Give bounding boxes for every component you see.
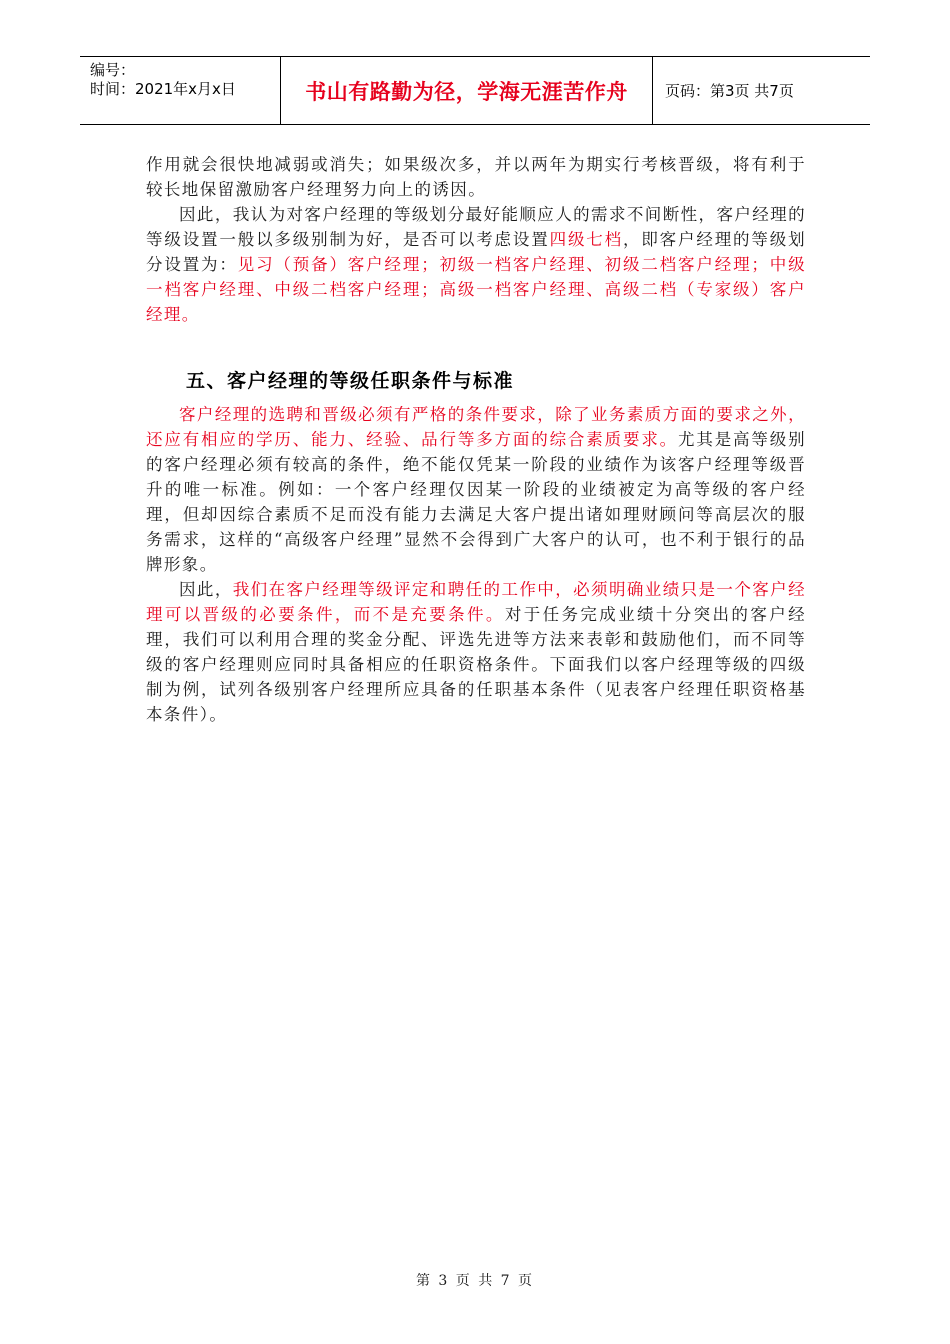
paragraph-continued: [146, 152, 806, 202]
highlight-text: 见习（预备）客户经理；初级一档客户经理、初级二档客户经理；中级一档客户经理、中级二档客户经理；高级一档客户经理、高级二档（专家级）客户经理。: [146, 255, 807, 324]
body-section-five: [146, 402, 806, 727]
paragraph-requirements: [146, 402, 806, 577]
header-meta-cell: [80, 57, 281, 124]
paragraph-text: 对于任务完成业绩十分突出的客户经理，我们可以利用合理的奖金分配、评选先进等方法来表彰和鼓励他们，而不同等级的客户经理则应同时具备相应的任职资格条件。下面我们以客户经理等级的四级制为例，试列各级别客户经理所应具备的任职基本条件（见表客户经理任职资格基本条件）。: [146, 605, 806, 724]
page-info-text: 页码：第3页 共7页: [665, 82, 794, 100]
date-label: 时间：2021年x月x日: [90, 80, 236, 98]
header-motto-cell: [281, 57, 653, 124]
paragraph-text: 尤其是高等级别的客户经理必须有较高的条件，绝不能仅凭某一阶段的业绩作为该客户经理等级晋升的唯一标准。例如：一个客户经理仅因某一阶段的业绩被定为高等级的客户经理，但却因综合素质不足而没有能力去满足大客户提出诸如理财顾问等高层次的服务需求，这样的“高级客户经理”显然不会得到广大客户的认可，也不利于银行的品牌形象。: [146, 430, 806, 574]
paragraph-text: 因此，: [179, 580, 233, 599]
body-section-continued: [146, 152, 806, 327]
highlight-text: 四级七档: [549, 230, 623, 249]
paragraph-text: ，即客户经理的等级划分设置为：: [146, 230, 806, 274]
motto-text: 书山有路勤为径，学海无涯苦作舟: [305, 79, 628, 104]
page-footer: [0, 1270, 950, 1290]
paragraph-conclusion: [146, 577, 806, 727]
section-heading: 五、客户经理的等级任职条件与标准: [186, 370, 515, 392]
footer-page-number: 第 3 页 共 7 页: [415, 1273, 535, 1289]
paragraph-text: 作用就会很快地减弱或消失；如果级次多，并以两年为期实行考核晋级，将有利于较长地保留激励客户经理努力向上的诱因。: [146, 155, 806, 199]
paragraph-text: 因此，我认为对客户经理的等级划分最好能顺应人的需求不间断性，客户经理的等级设置一般以多级别制为好，是否可以考虑设置: [146, 205, 806, 249]
paragraph-grade-levels: [146, 202, 806, 327]
header-table: [80, 56, 870, 125]
serial-number-label: 编号：: [90, 61, 136, 79]
highlight-text: 我们在客户经理等级评定和聘任的工作中，必须明确业绩只是一个客户经理可以晋级的必要条件，而不是充要条件。: [146, 580, 806, 624]
highlight-text: 客户经理的选聘和晋级必须有严格的条件要求，除了业务素质方面的要求之外，还应有相应的学历、能力、经验、品行等多方面的综合素质要求。: [146, 405, 806, 449]
header-page-cell: [653, 57, 870, 124]
